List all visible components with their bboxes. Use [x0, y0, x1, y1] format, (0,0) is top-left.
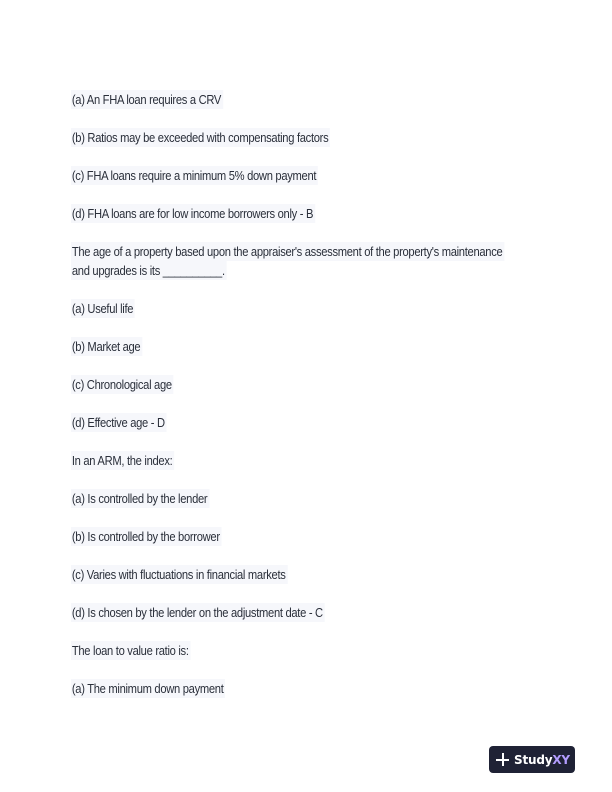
question-line: The age of a property based upon the appraiser's assessment of the property's maintenance — [71, 244, 503, 259]
answer-option-line: (d) Effective age - D — [71, 415, 165, 430]
answer-option-line: (d) FHA loans are for low income borrowers only - B — [71, 206, 314, 221]
answer-option-line: (a) Useful life — [71, 301, 134, 316]
brand-accent: XY — [552, 752, 570, 767]
question-line: and upgrades is its __________. — [71, 263, 225, 278]
plus-icon — [496, 753, 509, 766]
answer-option-line: (a) Is controlled by the lender — [71, 491, 208, 506]
answer-option-line: (d) Is chosen by the lender on the adjustment date - C — [71, 605, 323, 620]
studyxy-badge[interactable] — [489, 746, 575, 773]
brand-main: Study — [514, 752, 553, 767]
question-line: In an ARM, the index: — [71, 453, 173, 468]
answer-option-line: (c) Chronological age — [71, 377, 172, 392]
answer-option-line: (c) FHA loans require a minimum 5% down payment — [71, 168, 317, 183]
answer-option-line: (a) The minimum down payment — [71, 681, 224, 696]
answer-option-line: (b) Market age — [71, 339, 141, 354]
question-line: The loan to value ratio is: — [71, 643, 189, 658]
answer-option-line: (b) Is controlled by the borrower — [71, 529, 220, 544]
answer-option-line: (c) Varies with fluctuations in financial markets — [71, 567, 286, 582]
answer-option-line: (a) An FHA loan requires a CRV — [71, 92, 222, 107]
brand-name — [514, 753, 570, 767]
answer-option-line: (b) Ratios may be exceeded with compensating factors — [71, 130, 329, 145]
